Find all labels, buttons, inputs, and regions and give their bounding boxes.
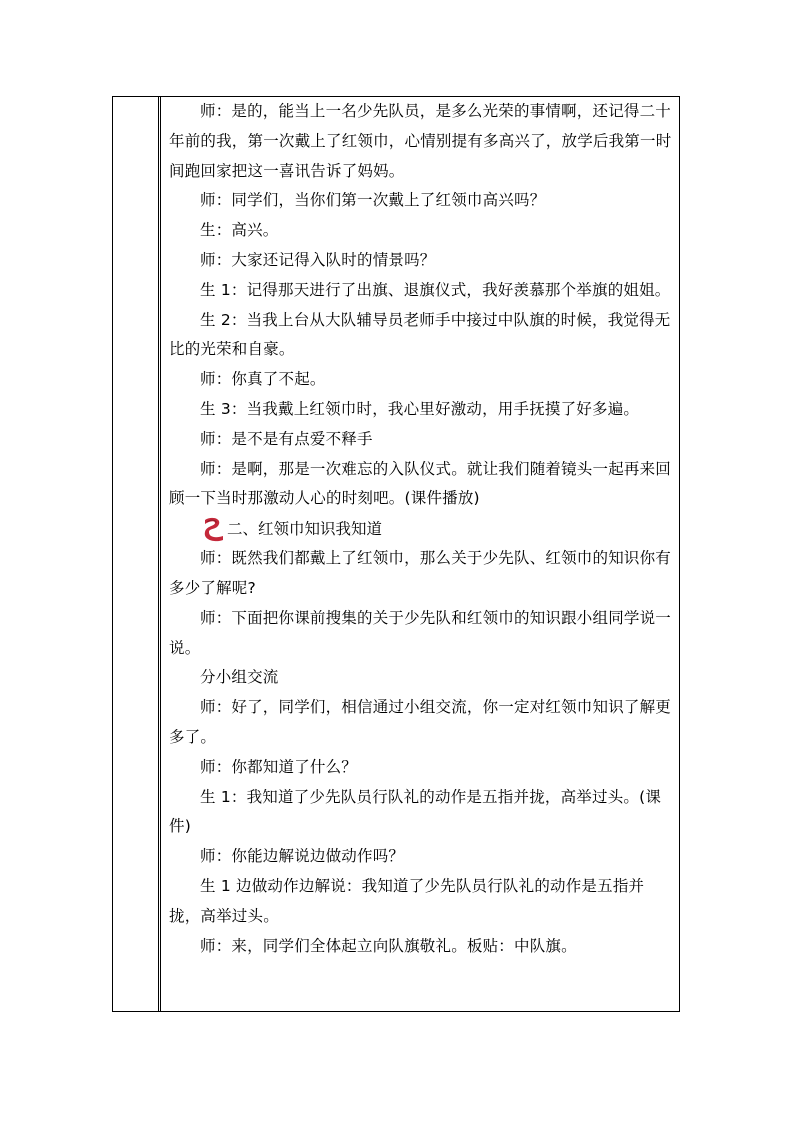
paragraph: 师：是的，能当上一名少先队员，是多么光荣的事情啊，还记得二十年前的我，第一次戴上了红领巾，心情别提有多高兴了，放学后我第一时间跑回家把这一喜讯告诉了妈妈。 xyxy=(169,102,672,180)
red-scarf-icon xyxy=(201,516,227,542)
section-heading xyxy=(169,514,675,544)
column-divider xyxy=(158,97,159,1011)
left-column xyxy=(113,97,161,1011)
paragraph: 师：同学们，当你们第一次戴上了红领巾高兴吗？ xyxy=(200,191,546,210)
lesson-table xyxy=(112,96,680,1012)
paragraph: 生 1：记得那天进行了出旗、退旗仪式，我好羡慕那个举旗的姐姐。 xyxy=(200,280,671,299)
paragraph: 师：你能边解说边做动作吗？ xyxy=(200,847,405,866)
paragraph: 生：高兴。 xyxy=(200,221,279,240)
paragraph: 分小组交流 xyxy=(200,668,279,687)
paragraph: 生 1 边做动作边解说：我知道了少先队员行队礼的动作是五指并拢，高举过头。 xyxy=(169,876,645,925)
paragraph: 师：是不是有点爱不释手 xyxy=(200,429,373,448)
paragraph: 师：大家还记得入队时的情景吗？ xyxy=(200,250,436,269)
paragraph: 师：是啊，那是一次难忘的入队仪式。就让我们随着镜头一起再来回顾一下当时那激动人心的时刻吧。(课件播放) xyxy=(169,459,672,508)
paragraph: 生 1：我知道了少先队员行队礼的动作是五指并拢，高举过头。(课件) xyxy=(169,787,662,836)
paragraph: 师：来，同学们全体起立向队旗敬礼。板贴：中队旗。 xyxy=(200,936,577,955)
content-cell xyxy=(169,97,675,961)
paragraph: 生 2：当我上台从大队辅导员老师手中接过中队旗的时候，我觉得无比的光荣和自豪。 xyxy=(169,310,671,359)
paragraph: 师：下面把你课前搜集的关于少先队和红领巾的知识跟小组同学说一说。 xyxy=(169,608,672,657)
paragraph: 师：你都知道了什么？ xyxy=(200,757,358,776)
paragraph: 师：你真了不起。 xyxy=(200,370,326,389)
paragraph: 师：好了，同学们，相信通过小组交流，你一定对红领巾知识了解更多了。 xyxy=(169,698,672,746)
section-heading-text: 二、红领巾知识我知道 xyxy=(227,520,383,539)
paragraph: 师：既然我们都戴上了红领巾，那么关于少先队、红领巾的知识你有多少了解呢? xyxy=(169,549,672,597)
paragraph: 生 3：当我戴上红领巾时，我心里好激动，用手抚摸了好多遍。 xyxy=(200,399,640,418)
